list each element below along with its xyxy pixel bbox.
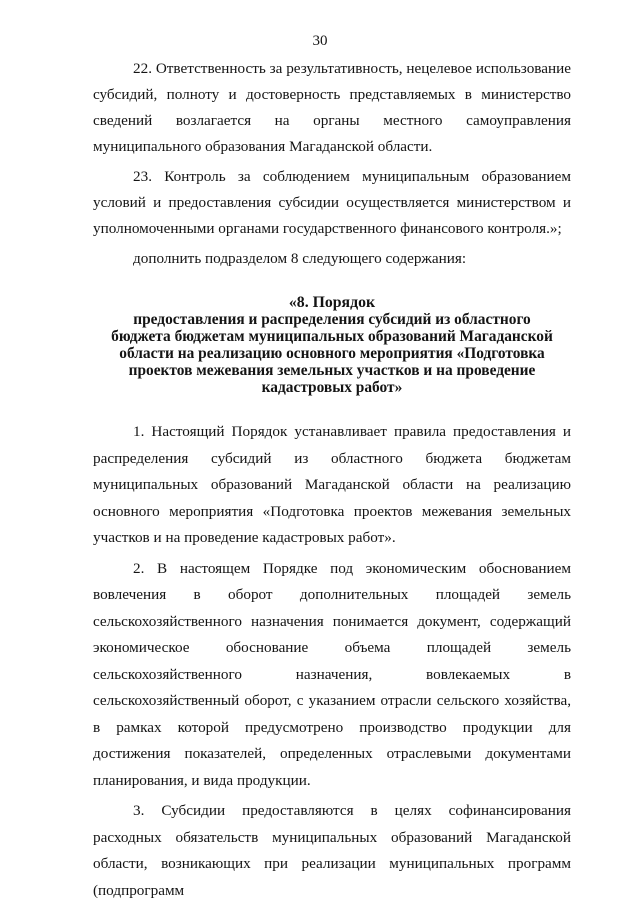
- section-title-line: проектов межевания земельных участков и на проведение: [128, 362, 536, 379]
- section-title-line: бюджета бюджетам муниципальных образований Магаданской: [111, 328, 553, 345]
- page-number: 30: [312, 33, 328, 49]
- clause-3: 3. Субсидии предоставляются в целях софинансирования расходных обязательств муниципальных образований Магаданской области, возникающих при реализации муниципальных программ (подпрограмм: [93, 802, 572, 899]
- supplement-text: дополнить подразделом 8 следующего содержания:: [133, 250, 467, 267]
- clause-1: 1. Настоящий Порядок устанавливает правила предоставления и распределения субсидий из областного бюджета бюджетам муниципальных образований Магаданской области на реализацию основного мероприятия «Подготовка проектов межевания земельных участков и на проведение кадастровых работ».: [93, 423, 571, 546]
- paragraph-23-text: 23. Контроль за соблюдением муниципальным образованием: [133, 168, 571, 185]
- section-title-line: кадастровых работ»: [261, 379, 403, 396]
- clause-2: 2. В настоящем Порядке под экономическим обоснованием вовлечения в оборот дополнительных площадей земель сельскохозяйственного назначения понимается документ, содержащий экономическое обоснование объема площадей земель сельскохозяйственного назначения, вовлекаемых в сельскохозяйственный оборот, с указанием отрасли сельского хозяйства, в рамках которой предусмотрено производство продукции для достижения показателей, определенных отраслевыми документами планирования, и вида продукции.: [93, 559, 572, 789]
- section-title-line: области на реализацию основного мероприятия «Подготовка: [119, 345, 545, 362]
- paragraph-supplement: [93, 246, 571, 272]
- document-body: [93, 56, 571, 904]
- section-number: «8. Порядок: [288, 294, 376, 311]
- paragraph-23: 23. Контроль за соблюдением муниципальным образованием условий и предоставления субсидии осуществляется министерством и уполномоченными органами государственного финансового контроля.»;: [93, 168, 572, 237]
- section-heading: [93, 294, 571, 396]
- paragraph-22: 22. Ответственность за результативность, нецелевое использование субсидий, полноту и достоверность представляемых в министерство сведений возлагается на органы местного самоуправления муниципального образования Магаданской области.: [93, 60, 571, 155]
- paragraph-22-text: 22. Ответственность за результативность, нецелевое использование: [133, 60, 571, 77]
- section-title-line: предоставления и распределения субсидий из областного: [133, 311, 531, 328]
